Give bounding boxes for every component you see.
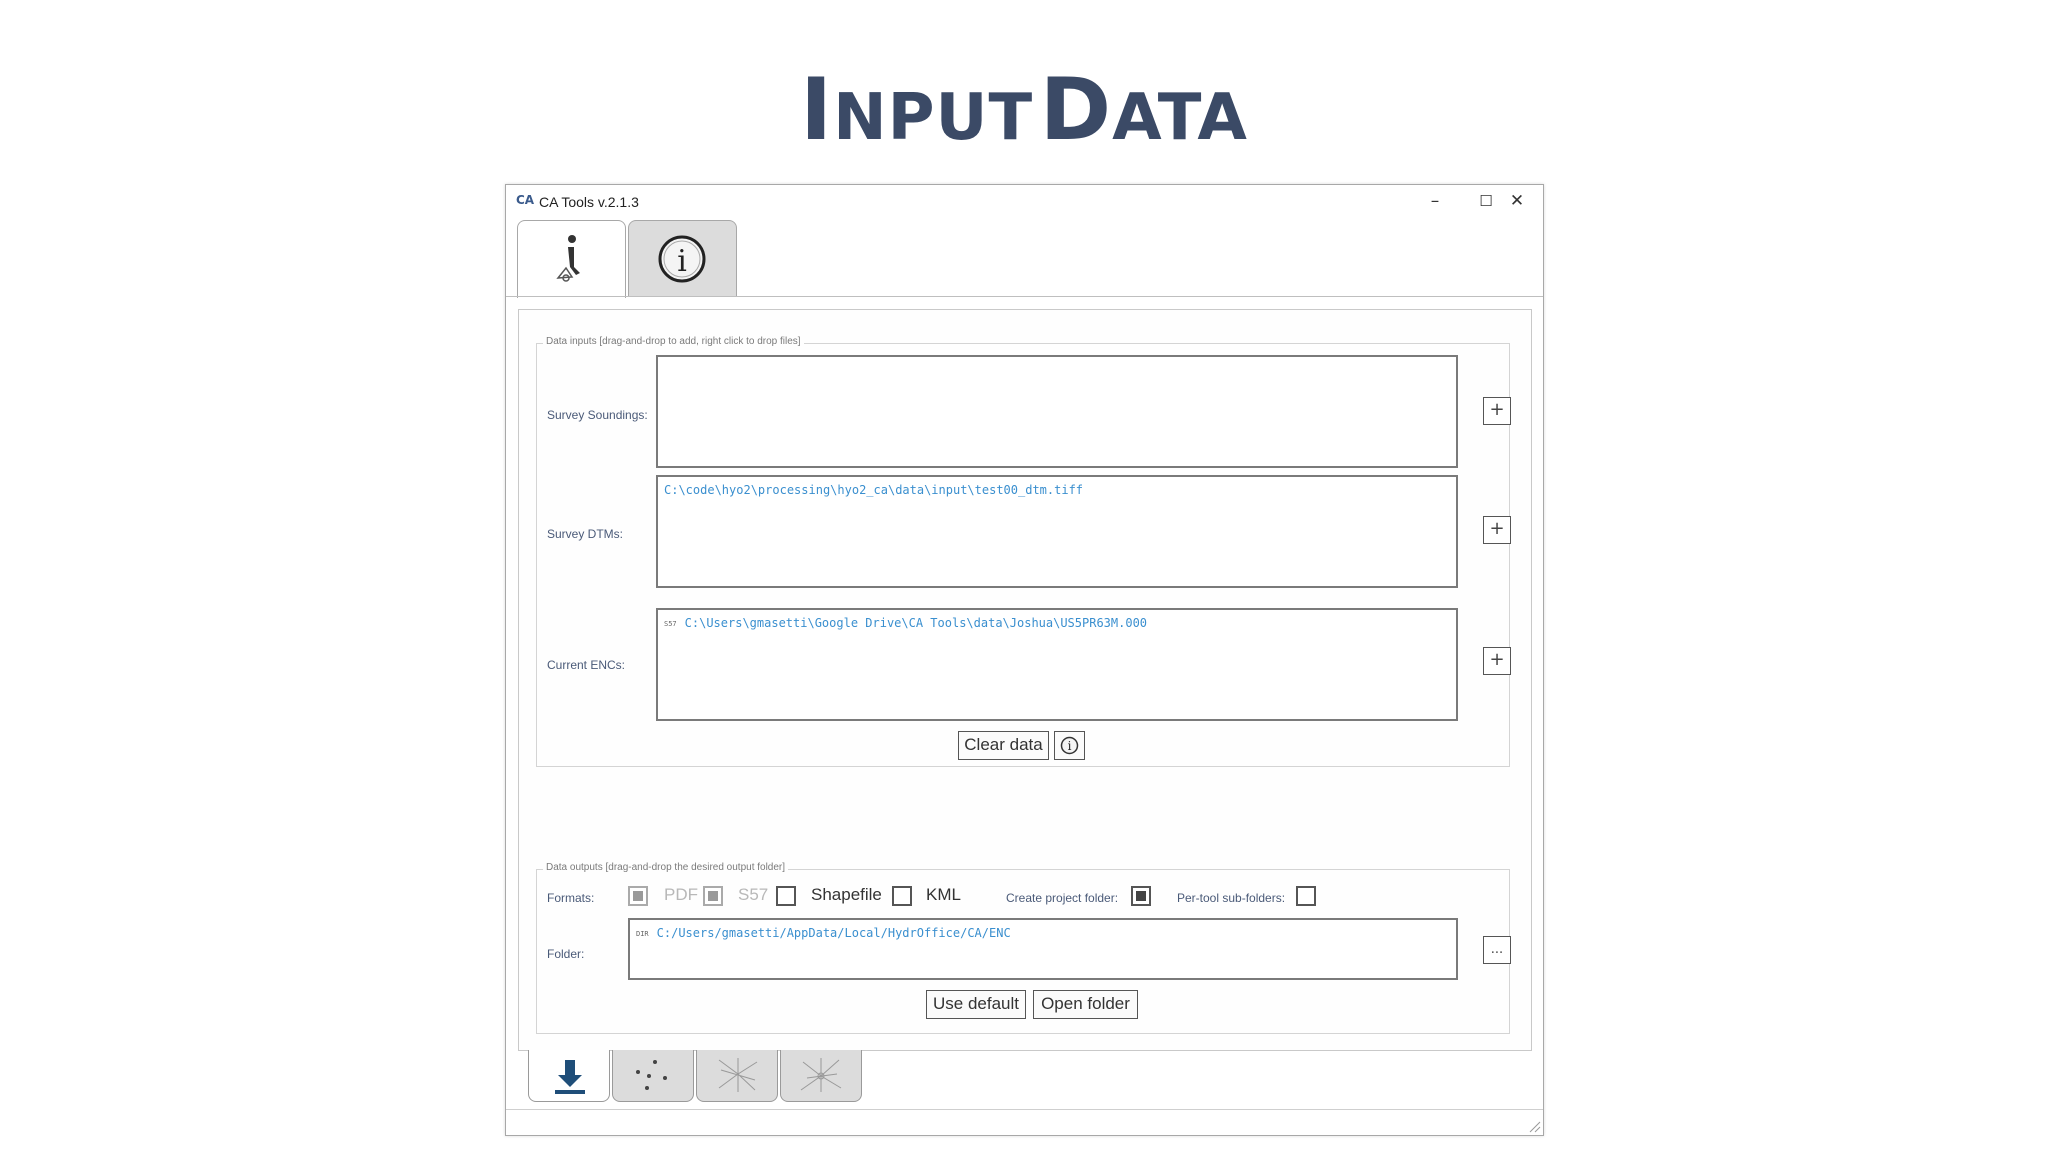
triangulation-icon — [697, 1050, 779, 1102]
info-icon — [629, 221, 738, 298]
kml-label: KML — [926, 885, 961, 904]
resize-grip-icon[interactable] — [1527, 1119, 1541, 1133]
enc-file-path: C:\Users\gmasetti\Google Drive\CA Tools\data\Joshua\US5PR63M.000 — [684, 616, 1148, 630]
data-inputs-group — [536, 336, 1510, 767]
title-bar[interactable] — [506, 185, 1543, 217]
data-outputs-label: Data outputs [drag-and-drop the desired output folder] — [543, 862, 788, 873]
tab-data-input[interactable] — [528, 1050, 610, 1102]
shapefile-label: Shapefile — [811, 885, 882, 904]
status-bar — [506, 1109, 1543, 1110]
open-folder-button[interactable]: Open folder — [1033, 990, 1138, 1019]
survey-dtms-label: Survey DTMs: — [547, 527, 624, 541]
survey-soundings-label: Survey Soundings: — [547, 408, 648, 422]
svg-text:i: i — [677, 244, 687, 279]
per-tool-subfolders-label: Per-tool sub-folders: — [1177, 891, 1286, 905]
add-dtms-button[interactable]: + — [1483, 516, 1511, 544]
use-default-button[interactable]: Use default — [926, 990, 1026, 1019]
browse-folder-button[interactable]: ... — [1483, 936, 1511, 964]
close-button[interactable]: ✕ — [1509, 191, 1525, 211]
network-icon — [781, 1050, 863, 1102]
add-soundings-button[interactable]: + — [1483, 397, 1511, 425]
window-title: CA Tools v.2.1.3 — [539, 194, 639, 210]
minimize-button[interactable]: – — [1430, 191, 1440, 211]
kml-checkbox[interactable] — [892, 886, 912, 906]
pdf-label: PDF — [664, 885, 698, 904]
per-tool-subfolders-checkbox[interactable] — [1296, 886, 1316, 906]
folder-icon: DIR — [636, 929, 649, 938]
tab-network[interactable] — [780, 1050, 862, 1102]
formats-label: Formats: — [547, 891, 595, 905]
app-logo-icon: CA — [516, 193, 535, 207]
current-encs-list[interactable] — [656, 608, 1458, 721]
enc-file-entry[interactable] — [664, 616, 1147, 630]
survey-soundings-list[interactable] — [656, 355, 1458, 468]
pdf-checkbox[interactable] — [628, 886, 648, 906]
output-folder-entry[interactable] — [636, 926, 1011, 940]
info-glyph: i — [1067, 739, 1072, 753]
tab-scatter[interactable] — [612, 1050, 694, 1102]
inputs-info-button[interactable] — [1054, 731, 1085, 760]
maximize-button[interactable]: ☐ — [1479, 192, 1493, 210]
scatter-points-icon — [613, 1050, 695, 1102]
create-project-folder-checkbox[interactable] — [1131, 886, 1151, 906]
data-outputs-group — [536, 862, 1510, 1034]
s57-file-icon: S57 — [664, 619, 677, 628]
s57-label: S57 — [738, 885, 769, 904]
tab-divider — [506, 296, 1543, 297]
download-icon — [529, 1050, 611, 1102]
s57-checkbox[interactable] — [703, 886, 723, 906]
tab-info[interactable] — [628, 220, 737, 297]
main-panel — [518, 309, 1532, 1051]
app-window — [505, 184, 1544, 1136]
title-word-rest: NPUT — [833, 81, 1034, 155]
title-initial: I — [800, 60, 834, 160]
tab-survey[interactable] — [517, 220, 626, 298]
dtm-file-entry[interactable]: C:\code\hyo2\processing\hyo2_ca\data\input\test00_dtm.tiff — [664, 483, 1084, 497]
add-encs-button[interactable]: + — [1483, 647, 1511, 675]
shapefile-checkbox[interactable] — [776, 886, 796, 906]
output-folder-path: C:/Users/gmasetti/AppData/Local/HydrOffice/CA/ENC — [656, 926, 1011, 940]
data-inputs-label: Data inputs [drag-and-drop to add, right click to drop files] — [543, 336, 804, 347]
slide-title — [0, 60, 2048, 160]
survey-person-icon — [518, 221, 627, 299]
clear-data-button[interactable]: Clear data — [958, 731, 1049, 760]
folder-label: Folder: — [547, 947, 585, 961]
output-folder-field[interactable] — [628, 918, 1458, 980]
survey-dtms-list[interactable] — [656, 475, 1458, 588]
title-word-rest: ATA — [1112, 81, 1248, 155]
title-initial: D — [1039, 60, 1113, 160]
create-project-folder-label: Create project folder: — [1006, 891, 1119, 905]
current-encs-label: Current ENCs: — [547, 658, 626, 672]
info-icon — [1055, 732, 1084, 759]
tab-triangulation[interactable] — [696, 1050, 778, 1102]
